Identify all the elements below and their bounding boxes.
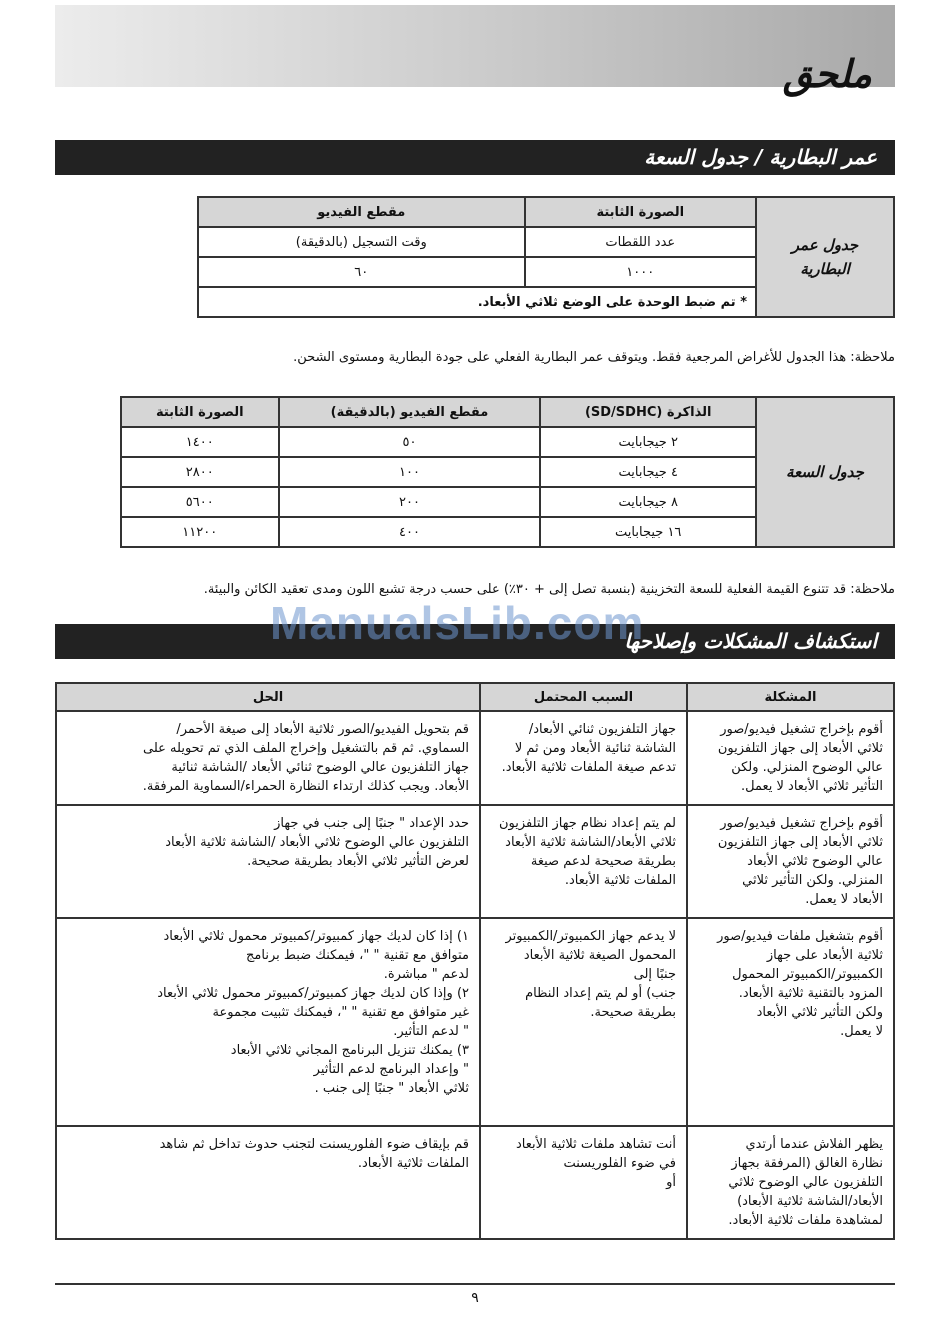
battery-value-shots: ١٠٠٠ — [525, 257, 756, 287]
ts-solution — [56, 918, 480, 1126]
capacity-cell: ١١٢٠٠ — [121, 517, 279, 547]
battery-subheader-shots: عدد اللقطات — [525, 227, 756, 257]
battery-header-video: مقطع الفيديو — [198, 197, 525, 227]
header-banner — [55, 5, 895, 87]
ts-solution — [56, 1126, 480, 1239]
battery-subheader-minutes: وقت التسجيل (بالدقيقة) — [198, 227, 525, 257]
capacity-cell: ٢٠٠ — [279, 487, 541, 517]
ts-cause — [480, 918, 687, 1126]
cell-line: المحمول الصيغة ثلاثية الأبعاد — [523, 948, 676, 963]
cell-line: لمشاهدة ملفات ثلاثية الأبعاد. — [728, 1213, 883, 1228]
ts-solution — [56, 711, 480, 805]
capacity-header-still: الصورة الثابتة — [121, 397, 279, 427]
ts-header-problem: المشكلة — [687, 683, 894, 711]
cell-line: ثلاثي الأبعاد إلى جهاز التلفزيون — [717, 835, 883, 850]
capacity-cell: ٢ جيجابايت — [540, 427, 756, 457]
cell-line: في ضوء الفلوريسنت — [563, 1156, 676, 1171]
table-row — [56, 805, 894, 918]
cell-line: قم بإيقاف ضوء الفلوريسنت لتجنب حدوث تداخل ثم شاهد — [159, 1137, 469, 1152]
watermark: ManualsLib.com — [270, 597, 645, 649]
battery-side-label: جدول عمر البطارية — [756, 197, 894, 317]
ts-cause — [480, 1126, 687, 1239]
capacity-cell: ٤٠٠ — [279, 517, 541, 547]
table-row — [56, 1126, 894, 1239]
page-number: ٩ — [471, 1290, 479, 1306]
cell-line: الشاشة ثنائية الأبعاد ومن ثم لا — [514, 741, 676, 756]
cell-line: لدعم " مباشرة. — [383, 967, 469, 982]
ts-problem — [687, 1126, 894, 1239]
cell-line: يظهر الفلاش عندما أرتدي — [745, 1137, 883, 1152]
cell-line: ٣) يمكنك تنزيل البرنامج المجاني ثلاثي الأبعاد — [230, 1043, 469, 1058]
cell-line: المنزلي. ولكن التأثير ثلاثي — [742, 873, 883, 888]
cell-line: عالي الوضوح ثلاثي الأبعاد — [747, 854, 883, 869]
cell-line: الأبعاد لا يعمل. — [805, 892, 883, 907]
cell-line: بطريقة صحيحة لدعم صيغة — [530, 854, 676, 869]
capacity-cell: ١٠٠ — [279, 457, 541, 487]
battery-footnote: * تم ضبط الوحدة على الوضع ثلاثي الأبعاد. — [198, 287, 756, 317]
ts-solution — [56, 805, 480, 918]
cell-line: الأبعاد. ويجب كذلك ارتداء النظارة الحمراء/السماوية المرفقة. — [142, 779, 469, 794]
cell-line: لعرض التأثير ثلاثي الأبعاد بطريقة صحيحة. — [247, 854, 469, 869]
page-title: ملحق — [782, 52, 872, 96]
cell-line: ثلاثي الأبعاد إلى جهاز التلفزيون — [717, 741, 883, 756]
cell-line: ١) إذا كان لديك جهاز كمبيوتر/كمبيوتر محمول ثلاثي الأبعاد — [163, 929, 469, 944]
cell-line: الملفات ثلاثية الأبعاد. — [357, 1156, 469, 1171]
cell-line: الملفات ثلاثية الأبعاد. — [564, 873, 676, 888]
capacity-table — [120, 396, 895, 548]
capacity-header-memory: الذاكرة (SD/SDHC) — [540, 397, 756, 427]
ts-problem — [687, 918, 894, 1126]
ts-header-solution: الحل — [56, 683, 480, 711]
capacity-cell: ١٤٠٠ — [121, 427, 279, 457]
cell-line: التلفزيون عالي الوضوح ثلاثي — [728, 1175, 883, 1190]
cell-line: ٢) وإذا كان لديك جهاز كمبيوتر/كمبيوتر محمول ثلاثي الأبعاد — [157, 986, 469, 1001]
cell-line: جنبًا إلى — [633, 967, 676, 982]
ts-cause — [480, 805, 687, 918]
capacity-cell: ٢٨٠٠ — [121, 457, 279, 487]
cell-line: ثلاثي الأبعاد/الشاشة ثلاثية الأبعاد — [505, 835, 676, 850]
troubleshooting-table — [55, 682, 895, 1240]
cell-line: متوافق مع تقنية " "، فيمكنك ضبط برنامج — [246, 948, 469, 963]
footer-rule — [55, 1283, 895, 1285]
cell-line: لا يعمل. — [840, 1024, 883, 1039]
capacity-side-label: جدول السعة — [756, 397, 894, 547]
cell-line: ولكن التأثير ثلاثي الأبعاد — [756, 1005, 883, 1020]
cell-line: أقوم بإخراج تشغيل فيديو/صور — [720, 722, 883, 737]
cell-line: غير متوافق مع تقنية " "، فيمكنك تثبيت مجموعة — [212, 1005, 469, 1020]
ts-header-cause: السبب المحتمل — [480, 683, 687, 711]
cell-line: التأثير ثلاثي الأبعاد لا يعمل. — [741, 779, 883, 794]
cell-line: ثلاثية الأبعاد على جهاز — [766, 948, 883, 963]
cell-line: " وإعداد البرنامج لدعم التأثير — [313, 1062, 469, 1077]
capacity-cell: ١٦ جيجابايت — [540, 517, 756, 547]
battery-note: ملاحظة: هذا الجدول للأغراض المرجعية فقط. ويتوقف عمر البطارية الفعلي على جودة البطارية ومستوى الشحن. — [293, 350, 895, 365]
cell-line: التلفزيون عالي الوضوح ثلاثي الأبعاد /الشاشة ثلاثية الأبعاد — [165, 835, 469, 850]
cell-line: الكمبيوتر/الكمبيوتر المحمول — [732, 967, 883, 982]
cell-line: عالي الوضوح المنزلي. ولكن — [731, 760, 883, 775]
cell-line: السماوي. ثم قم بالتشغيل وإخراج الملف الذي تم تحويله على — [143, 741, 469, 756]
troubleshooting-section-title: استكشاف المشكلات وإصلاحها — [55, 624, 895, 659]
capacity-cell: ٤ جيجابايت — [540, 457, 756, 487]
battery-life-table — [197, 196, 895, 318]
table-row — [56, 918, 894, 1126]
cell-line: تدعم صيغة الملفات ثلاثية الأبعاد. — [501, 760, 676, 775]
cell-line: نظارة الغالق (المرفقة بجهاز — [731, 1156, 883, 1171]
cell-line: بطريقة صحيحة. — [590, 1005, 676, 1020]
cell-line: جنب) أو لم يتم إعداد النظام — [525, 986, 676, 1001]
cell-line: حدد الإعداد " جنبًا إلى جنب في جهاز — [274, 816, 469, 831]
cell-line: أنت تشاهد ملفات ثلاثية الأبعاد — [516, 1137, 676, 1152]
capacity-cell: ٥٠ — [279, 427, 541, 457]
battery-section-title: عمر البطارية / جدول السعة — [55, 140, 895, 175]
cell-line: جهاز التلفزيون ثنائي الأبعاد/ — [528, 722, 676, 737]
table-row — [56, 711, 894, 805]
ts-problem — [687, 805, 894, 918]
cell-line: أو — [666, 1175, 676, 1190]
cell-line: المزود بالتقنية ثلاثية الأبعاد. — [738, 986, 883, 1001]
cell-line: لا يدعم جهاز الكمبيوتر/الكمبيوتر — [505, 929, 676, 944]
cell-line: لم يتم إعداد نظام جهاز التلفزيون — [498, 816, 676, 831]
battery-header-still: الصورة الثابتة — [525, 197, 756, 227]
cell-line: " لدعم التأثير. — [393, 1024, 469, 1039]
ts-problem — [687, 711, 894, 805]
cell-line: أقوم بإخراج تشغيل فيديو/صور — [720, 816, 883, 831]
capacity-note: ملاحظة: قد تتنوع القيمة الفعلية للسعة التخزينية (بنسبة تصل إلى + ٣٠٪) على حسب درجة تشبع اللون ومدى تعقيد الكائن والبيئة. — [203, 582, 895, 597]
cell-line: ثلاثي الأبعاد " جنبًا إلى جنب . — [314, 1081, 469, 1096]
cell-line: الأبعاد/الشاشة ثلاثية الأبعاد) — [737, 1194, 883, 1209]
cell-line: جهاز التلفزيون عالي الوضوح ثنائي الأبعاد /الشاشة ثنائية — [171, 760, 469, 775]
ts-cause — [480, 711, 687, 805]
capacity-header-video: مقطع الفيديو (بالدقيقة) — [279, 397, 541, 427]
capacity-cell: ٨ جيجابايت — [540, 487, 756, 517]
battery-value-minutes: ٦٠ — [198, 257, 525, 287]
capacity-cell: ٥٦٠٠ — [121, 487, 279, 517]
cell-line: قم بتحويل الفيديو/الصور ثلاثية الأبعاد إلى صيغة الأحمر/ — [176, 722, 469, 737]
cell-line: أقوم بتشغيل ملفات فيديو/صور — [717, 929, 883, 944]
